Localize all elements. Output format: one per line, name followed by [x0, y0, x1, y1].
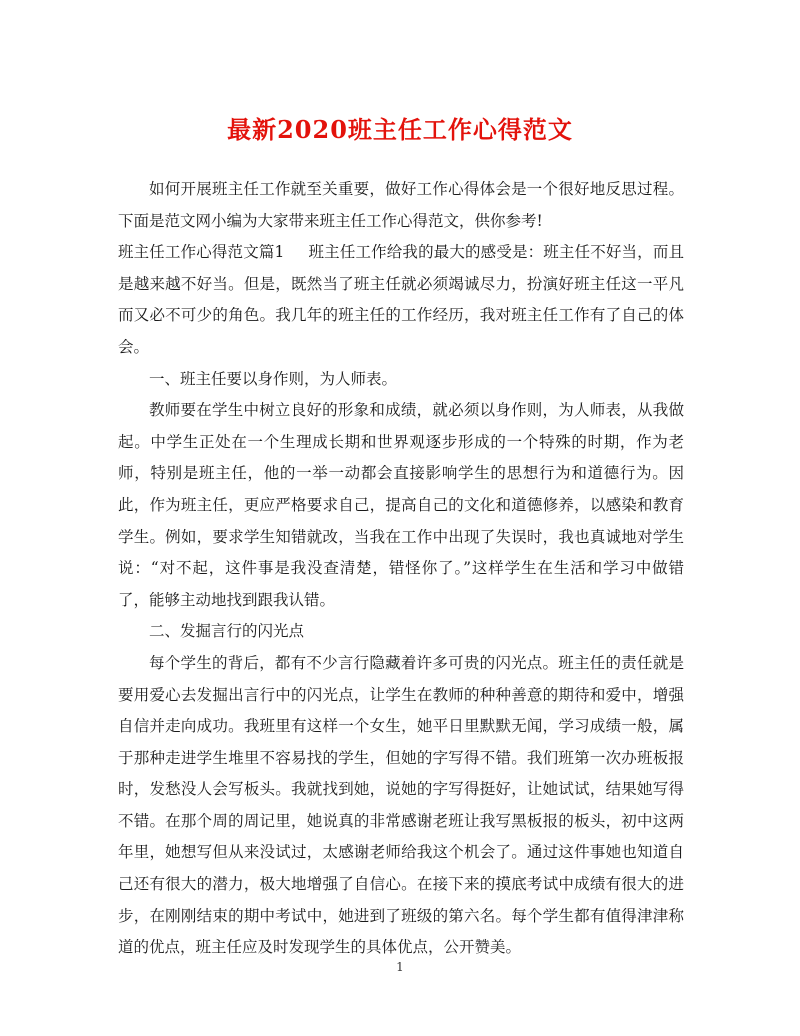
article-paragraph-1-text: 班主任工作给我的最大的感受是：班主任不好当，而且是越来越不好当。但是，既然当了班主任就必须竭诚尽力，扮演好班主任这一平凡而又必不可少的角色。我几年的班主任的工作经历，我对班主任工作有了自己的体会。 [118, 243, 684, 356]
article-paragraph-1 [118, 237, 684, 363]
page-number: 1 [396, 960, 404, 974]
section-heading-1: 一、班主任要以身作则，为人师表。 [149, 369, 398, 388]
article-paragraph-3: 每个学生的背后，都有不少言行隐藏着许多可贵的闪光点。班主任的责任就是要用爱心去发掘出言行中的闪光点，让学生在教师的种种善意的期待和爱中，增强自信并走向成功。我班里有这样一个女生，她平日里默默无闻，学习成绩一般，属于那种走进学生堆里不容易找的学生，但她的字写得不错。我们班第一次办班板报时，发愁没人会写板头。我就找到她，说她的字写得挺好，让她试试，结果她写得不错。在那个周的周记里，她说真的非常感谢老班让我写黑板报的板头，初中这两年里，她想写但从来没试过，太感谢老师给我这个机会了。通过这件事她也知道自己还有很大的潜力，极大地增强了自信心。在接下来的摸底考试中成绩有很大的进步，在刚刚结束的期中考试中，她进到了班级的第六名。每个学生都有值得津津称道的优点，班主任应及时发现学生的具体优点，公开赞美。 [118, 653, 684, 957]
document-title: 最新2020班主任工作心得范文 [227, 115, 573, 144]
article-label: 班主任工作心得范文篇1 [118, 243, 285, 262]
intro-paragraph: 如何开展班主任工作就至关重要，做好工作心得体会是一个很好地反思过程。下面是范文网小编为大家带来班主任工作心得范文，供你参考! [118, 180, 684, 230]
section-heading-2: 二、发掘言行的闪光点 [149, 622, 305, 641]
article-paragraph-2: 教师要在学生中树立良好的形象和成绩，就必须以身作则，为人师表，从我做起。中学生正处在一个生理成长期和世界观逐步形成的一个特殊的时期，作为老师，特别是班主任，他的一举一动都会直接影响学生的思想行为和道德行为。因此，作为班主任，更应严格要求自己，提高自己的文化和道德修养，以感染和教育学生。例如，要求学生知错就改，当我在工作中出现了失误时，我也真诚地对学生说：“对不起，这件事是我没查清楚，错怪你了。”这样学生在生活和学习中做错了，能够主动地找到跟我认错。 [118, 401, 684, 609]
document-body [118, 174, 684, 964]
